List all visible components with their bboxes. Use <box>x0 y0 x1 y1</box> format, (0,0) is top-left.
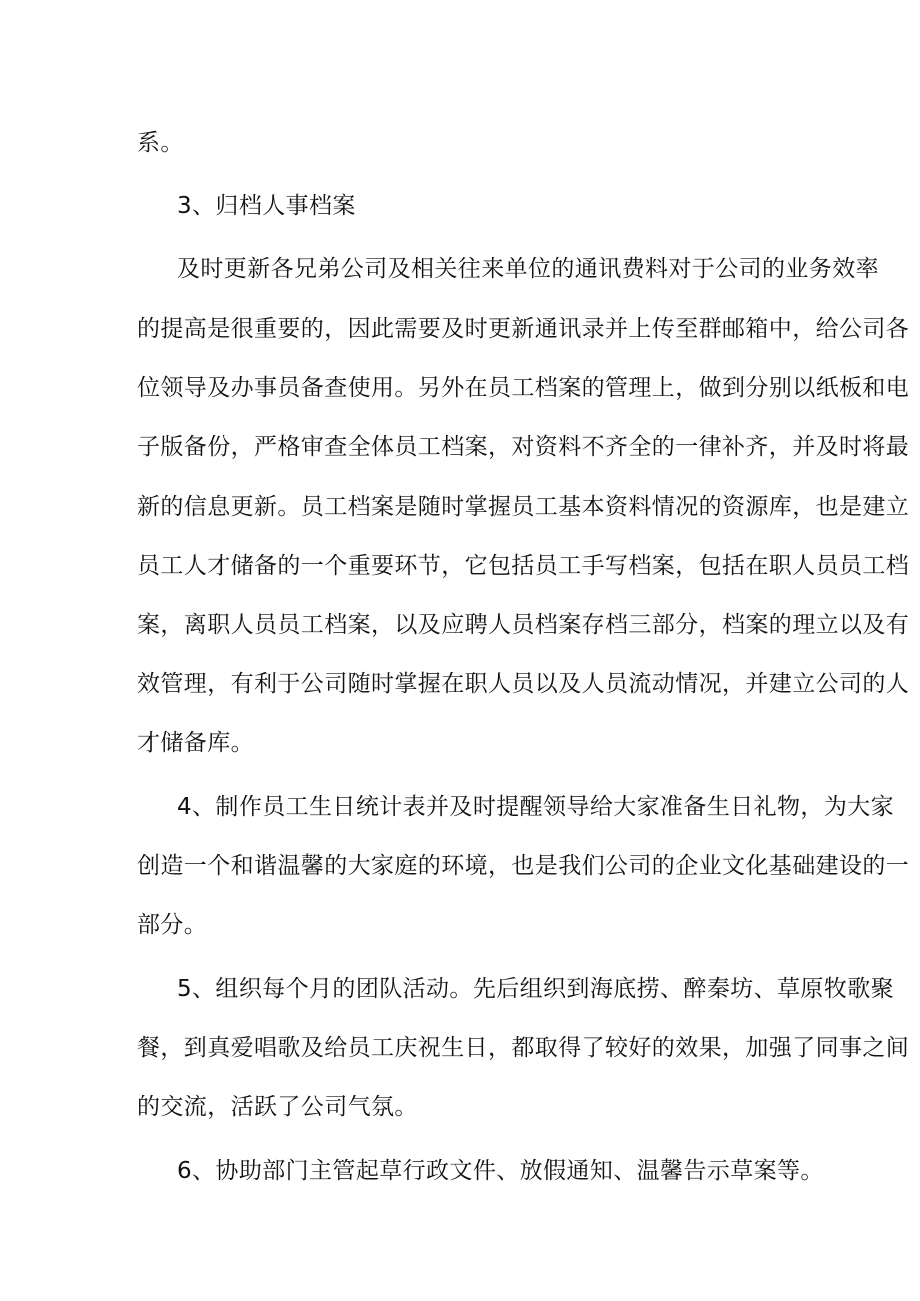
paragraph-line: 效管理，有利于公司随时掌握在职人员以及人员流动情况，并建立公司的人 <box>137 671 910 697</box>
paragraph-line: 位领导及办事员备查使用。另外在员工档案的管理上，做到分别以纸板和电 <box>137 375 910 401</box>
paragraph-line: 的提高是很重要的，因此需要及时更新通讯录并上传至群邮箱中，给公司各 <box>137 316 910 342</box>
paragraph-line: 案，离职人员员工档案，以及应聘人员档案存档三部分，档案的理立以及有 <box>137 612 910 638</box>
list-item-line: 6、协助部门主管起草行政文件、放假通知、温馨告示草案等。 <box>177 1158 824 1184</box>
list-item-line: 4、制作员工生日统计表并及时提醒领导给大家准备生日礼物，为大家 <box>177 794 895 820</box>
paragraph-line: 的交流，活跃了公司气氛。 <box>137 1094 418 1120</box>
paragraph-line: 创造一个和谐温馨的大家庭的环境，也是我们公司的企业文化基础建设的一 <box>137 853 910 879</box>
list-item-line: 5、组织每个月的团队活动。先后组织到海底捞、醉秦坊、草原牧歌聚 <box>177 976 895 1002</box>
paragraph-line: 子版备份，严格审查全体员工档案，对资料不齐全的一律补齐，并及时将最 <box>137 434 910 460</box>
paragraph-line: 员工人才储备的一个重要环节，它包括员工手写档案，包括在职人员员工档 <box>137 553 910 579</box>
section-heading: 3、归档人事档案 <box>177 193 356 219</box>
paragraph-line: 餐，到真爱唱歌及给员工庆祝生日，都取得了较好的效果，加强了同事之间 <box>137 1035 910 1061</box>
paragraph-line: 才储备库。 <box>137 730 254 756</box>
paragraph-line: 及时更新各兄弟公司及相关往来单位的通讯费料对于公司的业务效率 <box>177 256 879 282</box>
paragraph-line: 系。 <box>137 130 184 156</box>
paragraph-line: 部分。 <box>137 912 208 938</box>
paragraph-line: 新的信息更新。员工档案是随时掌握员工基本资料情况的资源库，也是建立 <box>137 494 910 520</box>
